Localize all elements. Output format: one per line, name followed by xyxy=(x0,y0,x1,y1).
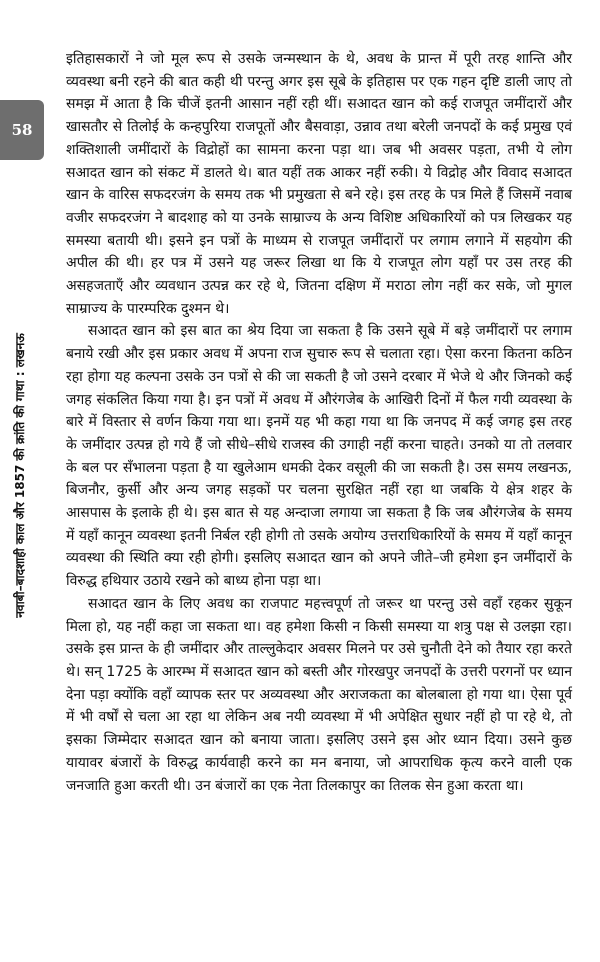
page-number-tab xyxy=(0,100,44,160)
paragraph-1: इतिहासकारों ने जो मूल रूप से उसके जन्मस्थान के थे, अवध के प्रान्त में पूरी तरह शान्ति और व्यवस्था बनी रहने की बात कही थी परन्तु अगर इस सूबे के इतिहास पर एक गहन दृष्टि डाली जाए तो समझ में आता है कि चीजें इतनी आसान नहीं रही थीं। सआदत खान को कई राजपूत जमींदारों और खासतौर से तिलोई के कन्हपुरिया राजपूतों और बैसवाड़ा, उन्नाव तथा बरेली जनपदों के कई प्रमुख एवं शक्तिशाली जमींदारों के विद्रोहों का सामना करना पड़ा था। जब भी अवसर पड़ता, तभी ये लोग सआदत खान को संकट में डालते थे। बात यहीं तक आकर नहीं रुकी। ये विद्रोह और विवाद सआदत खान के वारिस सफदरजंग के समय तक भी प्रमुखता से बने रहे। इस तरह के पत्र मिले हैं जिसमें नवाब वजीर सफदरजंग ने बादशाह को या उनके साम्राज्य के अन्य विशिष्ट अधिकारियों को पत्र लिखकर यह समस्या बतायी थी। इसने इन पत्रों के माध्यम से राजपूत जमींदारों पर लगाम लगाने में सहयोग की अपील की थी। हर पत्र में उसने यह जरूर लिखा था कि ये राजपूत लोग यहाँ पर उस तरह की असहजताएँ और व्यवधान उत्पन्न कर रहे थे, जितना दक्षिण में मराठा लोग नहीं कर सके, जो मुगल साम्राज्य के पारम्परिक दुश्मन थे। xyxy=(66,51,572,317)
page-number: 58 xyxy=(11,121,33,139)
running-head xyxy=(4,240,34,710)
body-text xyxy=(66,48,572,797)
running-head-text: नवाबी–बादशाही काल और 1857 की क्रांति की गाथा : लखनऊ xyxy=(12,332,27,618)
paragraph-2: सआदत खान को इस बात का श्रेय दिया जा सकता है कि उसने सूबे में बड़े जमींदारों पर लगाम बनाये रखी और इस प्रकार अवध में अपना राज सुचारु रूप से चलाता रहा। ऐसा करना कितना कठिन रहा होगा यह कल्पना उसके उन पत्रों से की जा सकती है जो उसने दरबार में भेजे थे और जिनको कई जगह संकलित किया गया है। इन पत्रों में अवध में औरंगजेब के आखिरी दिनों में फैल गयी व्यवस्था के बारे में विस्तार से वर्णन किया गया था। इनमें यह भी कहा गया था कि जनपद में कई जगह इस तरह के जमींदार उत्पन्न हो गये हैं जो सीधे–सीधे राजस्व की उगाही नहीं करना चाहते। उनको या तो तलवार के बल पर सँभालना पड़ता है या खुलेआम धमकी देकर वसूली की जा सकती है। उस समय लखनऊ, बिजनौर, कुर्सी और अन्य जगह सड़कों पर चलना सुरक्षित नहीं रहा था जबकि ये क्षेत्र शहर के आसपास के इलाके ही थे। इस बात से यह अन्दाजा लगाया जा सकता है कि जब औरंगजेब के समय में यहाँ कानून व्यवस्था इतनी निर्बल रही होगी तो उसके अयोग्य उत्तराधिकारियों के समय में यहाँ कानून व्यवस्था की स्थिति क्या रही होगी। इसलिए सआदत खान को अपने जीते–जी हमेशा इन जमींदारों के विरुद्ध हथियार उठाये रखने को बाध्य होना पड़ा था। xyxy=(66,323,572,590)
paragraph-3: सआदत खान के लिए अवध का राजपाट महत्त्वपूर्ण तो जरूर था परन्तु उसे वहाँ रहकर सुकून मिला हो, यह नहीं कहा जा सकता था। वह हमेशा किसी न किसी समस्या या शत्रु पक्ष से उलझा रहा। उसके इस प्रान्त के ही जमींदार और ताल्लुकेदार अवसर मिलने पर उसे चुनौती देने को तैयार रहा करते थे। सन् 1725 के आरम्भ में सआदत खान को बस्ती और गोरखपुर जनपदों के उत्तरी परगनों पर ध्यान देना पड़ा क्योंकि वहाँ व्यापक स्तर पर अव्यवस्था और अराजकता का बोलबाला हो गया था। ऐसा पूर्व में भी वर्षों से चला आ रहा था लेकिन अब नयी व्यवस्था में भी अपेक्षित सुधार नहीं हो पा रहे थे, तो इसका जिम्मेदार सआदत खान को बनाया जाता। इसलिए उसने इस ओर ध्यान दिया। उसने कुछ यायावर बंजारों के विरुद्ध कार्यवाही करने का मन बनाया, जो आपराधिक कृत्य करने वाली एक जनजाति हुआ करती थी। उन बंजारों का एक नेता तिलकापुर का तिलक सेन हुआ करता था। xyxy=(66,595,572,794)
